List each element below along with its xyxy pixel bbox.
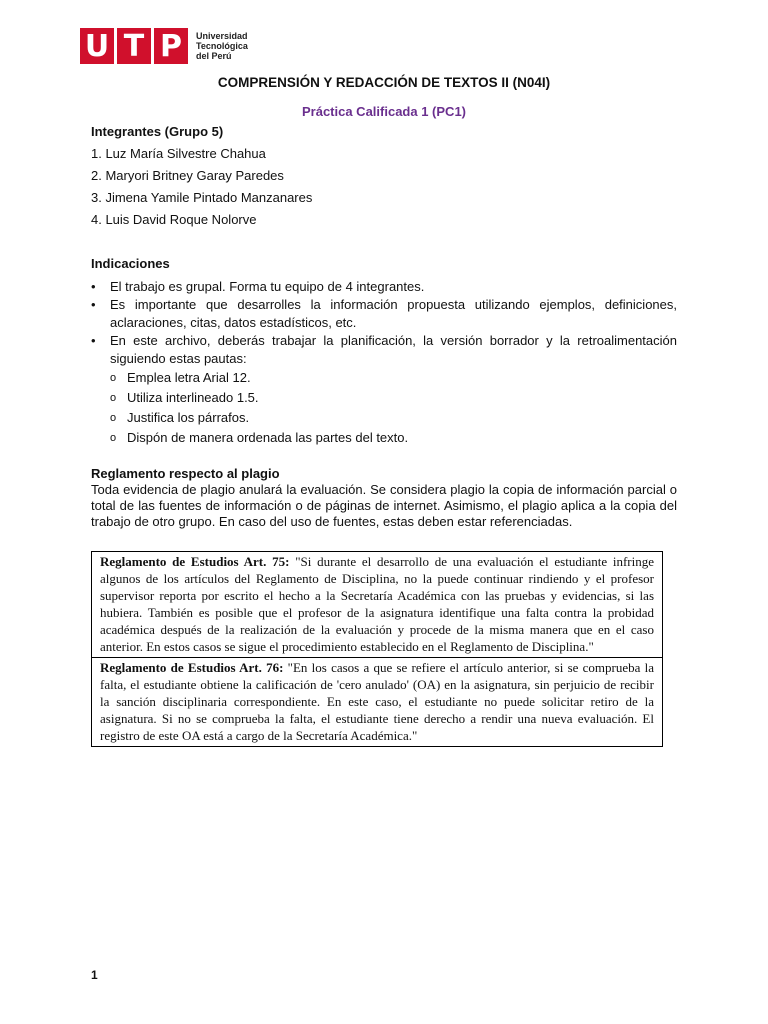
members-section xyxy=(91,121,677,231)
institution-line-3: del Perú xyxy=(196,51,232,61)
regulation-label: Reglamento de Estudios Art. 76: xyxy=(100,660,284,675)
guideline-item: o Utiliza interlineado 1.5. xyxy=(91,388,677,408)
plagiarism-text: Toda evidencia de plagio anulará la evaluación. Se considera plagio la copia de información parcial o total de las fuentes de información o de páginas de internet. Asimismo, el plagio aplica a la copia del trabajo de otro grupo. En caso del uso de fuentes, estas deben estar referenciadas. xyxy=(91,482,677,529)
circle-bullet-icon: o xyxy=(110,372,117,384)
regulation-art-76 xyxy=(92,657,662,746)
page-number: 1 xyxy=(91,968,98,982)
institution-line-1: Universidad xyxy=(196,31,248,41)
plagiarism-heading: Reglamento respecto al plagio xyxy=(91,466,280,481)
indications-heading: Indicaciones xyxy=(91,256,170,271)
document-title: COMPRENSIÓN Y REDACCIÓN DE TEXTOS II (N04I) xyxy=(217,75,551,90)
institution-line-2: Tecnológica xyxy=(196,41,248,51)
member-item: 2. Maryori Britney Garay Paredes xyxy=(91,168,284,183)
member-item: 1. Luz María Silvestre Chahua xyxy=(91,146,266,161)
regulations-table xyxy=(91,551,663,747)
members-heading: Integrantes (Grupo 5) xyxy=(91,124,224,139)
utp-logo xyxy=(80,28,248,64)
member-item: 4. Luis David Roque Nolorve xyxy=(91,212,257,227)
logo-letter-p: P xyxy=(160,28,182,64)
circle-bullet-icon: o xyxy=(110,432,117,444)
regulation-label: Reglamento de Estudios Art. 75: xyxy=(100,554,290,569)
bullet-icon: • xyxy=(91,279,96,294)
plagiarism-section xyxy=(91,466,677,530)
logo-letter-u: U xyxy=(84,28,110,64)
indication-item: • Es importante que desarrolles la información propuesta utilizando ejemplos, definiciones, aclaraciones, citas, datos estadísticos, etc. xyxy=(91,297,677,330)
guideline-item: o Dispón de manera ordenada las partes del texto. xyxy=(91,428,677,448)
circle-bullet-icon: o xyxy=(110,392,117,404)
document-subtitle: Práctica Calificada 1 (PC1) xyxy=(301,104,467,119)
bullet-icon: • xyxy=(91,333,96,348)
indications-list xyxy=(91,278,677,368)
guidelines-list xyxy=(91,368,677,448)
utp-logo-mark xyxy=(80,28,188,64)
indication-item: • En este archivo, deberás trabajar la planificación, la versión borrador y la retroalimentación siguiendo estas pautas: xyxy=(91,333,677,366)
indication-item: • El trabajo es grupal. Forma tu equipo de 4 integrantes. xyxy=(91,279,425,294)
guideline-item: o Emplea letra Arial 12. xyxy=(91,368,677,388)
indications-section xyxy=(91,254,677,448)
institution-name xyxy=(196,31,248,61)
guideline-item: o Justifica los párrafos. xyxy=(91,408,677,428)
circle-bullet-icon: o xyxy=(110,412,117,424)
regulation-text: "En los casos a que se refiere el artículo anterior, si se comprueba la falta, el estudiante obtiene la calificación de 'cero anulado' (OA) en la asignatura, sin perjuicio de recibir la sanción disciplinaria correspondiente. En este caso, el estudiante no puede solicitar retiro de la asignatura. Si no se comprueba la falta, el estudiante tiene derecho a rendir una nueva evaluación. El registro de este OA está a cargo de la Secretaría Académica." xyxy=(100,660,655,743)
logo-letter-t: T xyxy=(123,28,145,64)
bullet-icon: • xyxy=(91,297,96,312)
member-item: 3. Jimena Yamile Pintado Manzanares xyxy=(91,190,313,205)
regulation-text: "Si durante el desarrollo de una evaluación el estudiante infringe algunos de los artículos del Reglamento de Disciplina, no la puede continuar rindiendo y el profesor supervisor reporta por escrito el hecho a la Secretaría Académica con las pruebas y evidencias, si las hubiera. También es posible que el profesor de la asignatura identifique una falta contra la probidad académica después de la realización de la evaluación y procede de la misma manera que en el caso anterior. En estos casos se sigue el procedimiento establecido en el Reglamento de Disciplina." xyxy=(100,554,655,654)
regulation-art-75 xyxy=(92,552,662,657)
